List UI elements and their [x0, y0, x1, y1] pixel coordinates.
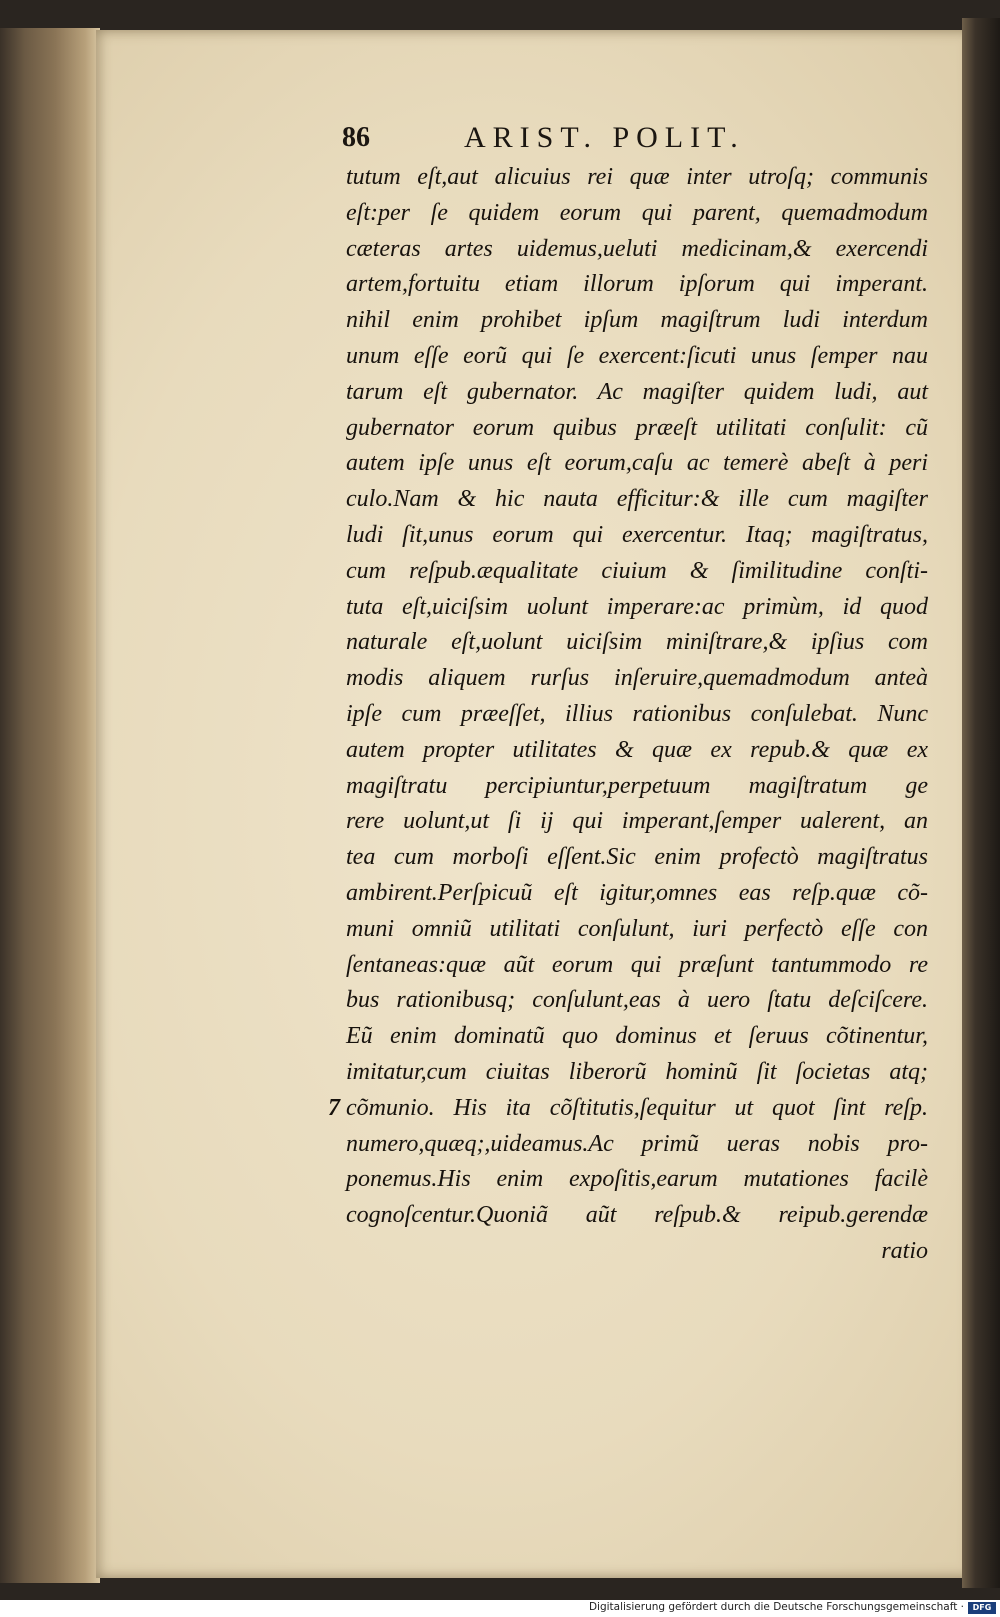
- text-line: tea cum morboſi eſſent.Sic enim profectò magiſtratus: [346, 844, 928, 871]
- text-line: eſt:per ſe quidem eorum qui parent, quemadmodum: [346, 199, 928, 226]
- dfg-logo: DFG: [968, 1602, 996, 1614]
- book-spine-shadow: [962, 18, 1000, 1588]
- text-line: imitatur,cum ciuitas liberorũ hominũ ſit ſocietas atq;: [346, 1058, 928, 1085]
- footer-bar: [0, 1600, 1000, 1617]
- text-line: [328, 1091, 928, 1127]
- text-line: Eũ enim dominatũ quo dominus et ſeruus cõtinentur,: [346, 1023, 928, 1050]
- text-line: ſentaneas:quæ aũt eorum qui præſunt tantummodo re: [346, 951, 928, 978]
- text-line: unum eſſe eorũ qui ſe exercent:ſicuti unus ſemper nau: [346, 342, 928, 369]
- text-line: numero,quæq;,uideamus.Ac primũ ueras nobis pro-: [346, 1130, 928, 1157]
- text-line: cum reſpub.æqualitate ciuium & ſimilitudine conſti-: [346, 557, 928, 584]
- text-line: cognoſcentur.Quoniã aũt reſpub.& reipub.gerendæ: [346, 1202, 928, 1229]
- text-line: magiſtratu percipiuntur,perpetuum magiſtratum ge: [346, 772, 928, 799]
- text-line: ambirent.Perſpicuũ eſt igitur,omnes eas reſp.quæ cõ-: [346, 879, 928, 906]
- page-number: 86: [342, 122, 370, 153]
- funding-credit: Digitalisierung gefördert durch die Deutsche Forschungsgemeinschaft ·: [588, 1601, 964, 1613]
- body-text: [328, 160, 946, 1270]
- marginal-note: 7: [328, 1094, 340, 1121]
- text-line: tuta eſt,uiciſsim uolunt imperare:ac primùm, id quod: [346, 593, 928, 620]
- text-line: nihil enim prohibet ipſum magiſtrum ludi interdum: [346, 307, 928, 334]
- text-line: tarum eſt gubernator. Ac magiſter quidem ludi, aut: [346, 378, 928, 405]
- text-line: bus rationibusq; conſulunt,eas à uero ſtatu deſciſcere.: [346, 987, 928, 1014]
- text-line: ludi ſit,unus eorum qui exercentur. Itaq; magiſtratus,: [346, 521, 928, 548]
- text-line: ponemus.His enim expoſitis,earum mutationes facilè: [346, 1166, 928, 1193]
- text-line: artem,fortuitu etiam illorum ipſorum qui imperant.: [346, 271, 928, 298]
- text-line: rere uolunt,ut ſi ij qui imperant,ſemper ualerent, an: [346, 808, 928, 835]
- page-header: [342, 116, 792, 160]
- text-line: muni omniũ utilitati conſulunt, iuri perfectò eſſe con: [346, 915, 928, 942]
- text-line: autem propter utilitates & quæ ex repub.& quæ ex: [346, 736, 928, 763]
- text-line: ratio: [881, 1237, 928, 1264]
- text-line: naturale eſt,uolunt uiciſsim miniſtrare,& ipſius com: [346, 629, 928, 656]
- text-line: modis aliquem rurſus inſeruire,quemadmodum anteà: [346, 665, 928, 692]
- text-line: tutum eſt,aut alicuius rei quæ inter utroſq; communis: [346, 164, 928, 190]
- text-line: cæteras artes uidemus,ueluti medicinam,& exercendi: [346, 235, 928, 262]
- text-line: culo.Nam & hic nauta efficitur:& ille cum magiſter: [346, 486, 928, 513]
- running-head: ARIST. POLIT.: [464, 121, 745, 154]
- text-line: ipſe cum præeſſet, illius rationibus conſulebat. Nunc: [346, 700, 928, 727]
- text-line: autem ipſe unus eſt eorum,caſu ac temerè abeſt à peri: [346, 450, 928, 477]
- text-line: gubernator eorum quibus præeſt utilitati conſulit: cũ: [346, 414, 928, 441]
- text-line-content: cõmunio. His ita cõſtitutis,ſequitur ut quot ſint reſp.: [346, 1094, 928, 1121]
- page-fore-edge: [0, 28, 100, 1583]
